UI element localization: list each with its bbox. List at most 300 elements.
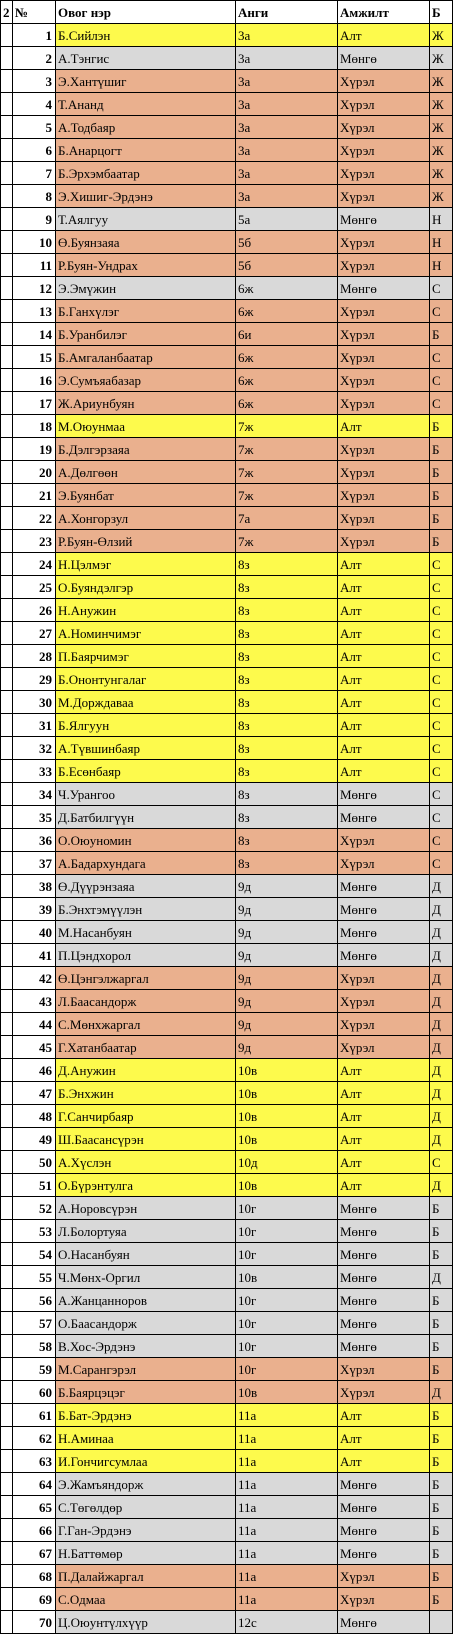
row-edge-cell [1, 990, 13, 1013]
header-class: Анги [236, 1, 338, 24]
row-extra [430, 1611, 453, 1634]
row-name: Э.Сумъяабазар [56, 369, 236, 392]
row-number: 54 [13, 1243, 56, 1266]
row-class: 6и [236, 323, 338, 346]
row-edge-cell [1, 1588, 13, 1611]
row-name: М.Насанбуян [56, 921, 236, 944]
row-name: Ө.Цэнгэлжаргал [56, 967, 236, 990]
row-edge-cell [1, 47, 13, 70]
row-name: М.Оюунмаа [56, 415, 236, 438]
row-class: 6ж [236, 392, 338, 415]
row-medal: Хүрэл [338, 1381, 430, 1404]
row-class: 8з [236, 553, 338, 576]
row-name: Б.Баярцэцэг [56, 1381, 236, 1404]
table-row [1, 898, 453, 921]
row-medal: Мөнгө [338, 783, 430, 806]
row-medal: Хүрэл [338, 967, 430, 990]
row-extra: Б [430, 1220, 453, 1243]
row-number: 61 [13, 1404, 56, 1427]
row-medal: Алт [338, 1174, 430, 1197]
row-number: 10 [13, 231, 56, 254]
table-row [1, 1588, 453, 1611]
row-name: Б.Ганхүлэг [56, 300, 236, 323]
table-row [1, 1519, 453, 1542]
row-edge-cell [1, 622, 13, 645]
row-number: 50 [13, 1151, 56, 1174]
row-name: О.Бүрэнтулга [56, 1174, 236, 1197]
row-medal: Алт [338, 553, 430, 576]
row-number: 65 [13, 1496, 56, 1519]
row-edge-cell [1, 875, 13, 898]
row-extra: Д [430, 1128, 453, 1151]
row-extra: Б [430, 1519, 453, 1542]
row-name: Р.Буян-Өлзий [56, 530, 236, 553]
table-row [1, 70, 453, 93]
row-class: 8з [236, 783, 338, 806]
row-edge-cell [1, 1404, 13, 1427]
row-number: 22 [13, 507, 56, 530]
row-edge-cell [1, 1197, 13, 1220]
table-row [1, 185, 453, 208]
row-number: 26 [13, 599, 56, 622]
row-number: 17 [13, 392, 56, 415]
row-name: Б.Дэлгэрзаяа [56, 438, 236, 461]
row-medal: Мөнгө [338, 944, 430, 967]
row-edge-cell [1, 1105, 13, 1128]
row-edge-cell [1, 967, 13, 990]
row-edge-cell [1, 668, 13, 691]
row-number: 41 [13, 944, 56, 967]
row-name: Ч.Урангоо [56, 783, 236, 806]
row-name: А.Тэнгис [56, 47, 236, 70]
row-class: 9д [236, 1036, 338, 1059]
row-class: 8з [236, 760, 338, 783]
row-edge-cell [1, 921, 13, 944]
row-class: 10г [236, 1335, 338, 1358]
table-row [1, 967, 453, 990]
table-row [1, 254, 453, 277]
row-number: 58 [13, 1335, 56, 1358]
table-row [1, 668, 453, 691]
row-class: 10в [236, 1128, 338, 1151]
row-number: 28 [13, 645, 56, 668]
row-edge-cell [1, 783, 13, 806]
row-extra: Б [430, 415, 453, 438]
row-class: 5б [236, 231, 338, 254]
row-class: 7ж [236, 530, 338, 553]
row-class: 11а [236, 1542, 338, 1565]
row-class: 10г [236, 1220, 338, 1243]
row-medal: Алт [338, 1105, 430, 1128]
row-extra: Ж [430, 116, 453, 139]
row-extra: С [430, 852, 453, 875]
row-name: А.Хонгорзул [56, 507, 236, 530]
row-name: Н.Аминаа [56, 1427, 236, 1450]
row-edge-cell [1, 852, 13, 875]
row-number: 15 [13, 346, 56, 369]
table-row [1, 1473, 453, 1496]
row-medal: Алт [338, 1427, 430, 1450]
row-medal: Алт [338, 622, 430, 645]
row-number: 30 [13, 691, 56, 714]
row-class: 3а [236, 185, 338, 208]
header-medal: Амжилт [338, 1, 430, 24]
row-number: 37 [13, 852, 56, 875]
row-extra: С [430, 622, 453, 645]
row-name: Б.Ялгуун [56, 714, 236, 737]
table-row [1, 231, 453, 254]
row-number: 64 [13, 1473, 56, 1496]
row-class: 10в [236, 1266, 338, 1289]
table-row [1, 1358, 453, 1381]
row-medal: Алт [338, 599, 430, 622]
row-medal: Мөнгө [338, 1496, 430, 1519]
table-row [1, 438, 453, 461]
row-medal: Хүрэл [338, 1358, 430, 1381]
row-number: 25 [13, 576, 56, 599]
row-extra: Д [430, 1105, 453, 1128]
row-number: 21 [13, 484, 56, 507]
row-edge-cell [1, 1427, 13, 1450]
table-row [1, 1220, 453, 1243]
row-edge-cell [1, 737, 13, 760]
row-edge-cell [1, 530, 13, 553]
row-extra: Б [430, 1542, 453, 1565]
row-extra: Д [430, 898, 453, 921]
row-medal: Алт [338, 668, 430, 691]
row-number: 33 [13, 760, 56, 783]
row-class: 10в [236, 1059, 338, 1082]
row-name: Н.Баттөмөр [56, 1542, 236, 1565]
row-class: 11а [236, 1565, 338, 1588]
row-edge-cell [1, 208, 13, 231]
row-class: 11а [236, 1588, 338, 1611]
table-row [1, 1174, 453, 1197]
row-name: Л.Баасандорж [56, 990, 236, 1013]
table-row [1, 323, 453, 346]
row-class: 6ж [236, 300, 338, 323]
row-medal: Мөнгө [338, 1611, 430, 1634]
row-edge-cell [1, 806, 13, 829]
row-medal: Хүрэл [338, 346, 430, 369]
row-name: Б.Уранбилэг [56, 323, 236, 346]
table-row [1, 300, 453, 323]
row-extra: Б [430, 1358, 453, 1381]
row-extra: Д [430, 944, 453, 967]
row-name: Ч.Мөнх-Оргил [56, 1266, 236, 1289]
row-medal: Мөнгө [338, 1473, 430, 1496]
row-medal: Хүрэл [338, 93, 430, 116]
row-class: 11а [236, 1496, 338, 1519]
row-extra: Ж [430, 139, 453, 162]
row-name: Р.Буян-Ундрах [56, 254, 236, 277]
row-medal: Мөнгө [338, 1220, 430, 1243]
row-class: 9д [236, 1013, 338, 1036]
row-edge-cell [1, 1243, 13, 1266]
table-row [1, 1197, 453, 1220]
row-number: 3 [13, 70, 56, 93]
table-row [1, 990, 453, 1013]
row-name: Э.Буянбат [56, 484, 236, 507]
row-class: 7ж [236, 484, 338, 507]
table-row [1, 1289, 453, 1312]
row-extra: Б [430, 1427, 453, 1450]
row-extra: С [430, 760, 453, 783]
row-name: О.Буяндэлгэр [56, 576, 236, 599]
row-edge-cell [1, 1473, 13, 1496]
table-row [1, 1082, 453, 1105]
row-extra: Б [430, 1243, 453, 1266]
row-name: С.Төгөлдөр [56, 1496, 236, 1519]
row-medal: Алт [338, 415, 430, 438]
table-row [1, 415, 453, 438]
row-edge-cell [1, 139, 13, 162]
row-medal: Хүрэл [338, 139, 430, 162]
row-number: 66 [13, 1519, 56, 1542]
row-edge-cell [1, 1013, 13, 1036]
row-extra: Б [430, 1473, 453, 1496]
row-medal: Хүрэл [338, 530, 430, 553]
row-class: 8з [236, 714, 338, 737]
row-extra: Д [430, 921, 453, 944]
row-name: Б.Амгаланбаатар [56, 346, 236, 369]
row-class: 11а [236, 1404, 338, 1427]
row-edge-cell [1, 829, 13, 852]
row-name: Д.Анужин [56, 1059, 236, 1082]
table-row [1, 1243, 453, 1266]
table-row [1, 1128, 453, 1151]
row-edge-cell [1, 1542, 13, 1565]
row-medal: Хүрэл [338, 369, 430, 392]
row-medal: Хүрэл [338, 438, 430, 461]
row-class: 9д [236, 990, 338, 1013]
row-number: 56 [13, 1289, 56, 1312]
table-row [1, 921, 453, 944]
row-number: 7 [13, 162, 56, 185]
row-number: 29 [13, 668, 56, 691]
row-name: Б.Энхтэмүүлэн [56, 898, 236, 921]
row-extra: С [430, 645, 453, 668]
row-edge-cell [1, 645, 13, 668]
row-number: 45 [13, 1036, 56, 1059]
row-extra: Б [430, 1312, 453, 1335]
row-extra: Ж [430, 70, 453, 93]
row-name: А.Тодбаяр [56, 116, 236, 139]
row-extra: Д [430, 1036, 453, 1059]
row-class: 8з [236, 829, 338, 852]
row-extra: Н [430, 208, 453, 231]
row-number: 23 [13, 530, 56, 553]
row-number: 11 [13, 254, 56, 277]
row-medal: Алт [338, 1059, 430, 1082]
row-name: Д.Батбилгүүн [56, 806, 236, 829]
row-medal: Алт [338, 1128, 430, 1151]
row-name: Т.Аялгуу [56, 208, 236, 231]
row-medal: Мөнгө [338, 1519, 430, 1542]
table-row [1, 599, 453, 622]
row-extra: Н [430, 254, 453, 277]
row-number: 67 [13, 1542, 56, 1565]
row-class: 3а [236, 116, 338, 139]
header-name: Овог нэр [56, 1, 236, 24]
row-number: 24 [13, 553, 56, 576]
row-number: 19 [13, 438, 56, 461]
row-edge-cell [1, 300, 13, 323]
row-class: 10г [236, 1358, 338, 1381]
row-extra: С [430, 1151, 453, 1174]
table-row [1, 1335, 453, 1358]
row-name: В.Хос-Эрдэнэ [56, 1335, 236, 1358]
row-number: 46 [13, 1059, 56, 1082]
row-extra: Ж [430, 24, 453, 47]
row-name: А.Дөлгөөн [56, 461, 236, 484]
row-number: 43 [13, 990, 56, 1013]
row-number: 36 [13, 829, 56, 852]
row-class: 9д [236, 921, 338, 944]
row-name: А.Жанцанноров [56, 1289, 236, 1312]
table-row [1, 829, 453, 852]
row-number: 16 [13, 369, 56, 392]
row-extra: С [430, 599, 453, 622]
row-extra: С [430, 714, 453, 737]
row-number: 39 [13, 898, 56, 921]
table-body [1, 24, 453, 1634]
row-edge-cell [1, 553, 13, 576]
row-extra: Б [430, 507, 453, 530]
table-row [1, 369, 453, 392]
row-class: 7ж [236, 438, 338, 461]
row-name: Ж.Ариунбуян [56, 392, 236, 415]
row-edge-cell [1, 1289, 13, 1312]
row-number: 44 [13, 1013, 56, 1036]
row-edge-cell [1, 93, 13, 116]
row-class: 9д [236, 875, 338, 898]
row-name: Б.Сийлэн [56, 24, 236, 47]
row-extra: С [430, 392, 453, 415]
row-medal: Хүрэл [338, 254, 430, 277]
table-row [1, 484, 453, 507]
row-extra: Д [430, 967, 453, 990]
table-row [1, 760, 453, 783]
row-extra: С [430, 576, 453, 599]
row-medal: Алт [338, 1151, 430, 1174]
row-class: 7а [236, 507, 338, 530]
row-edge-cell [1, 70, 13, 93]
row-class: 8з [236, 806, 338, 829]
row-number: 70 [13, 1611, 56, 1634]
row-edge-cell [1, 116, 13, 139]
row-edge-cell [1, 162, 13, 185]
row-class: 5а [236, 208, 338, 231]
row-extra: Ж [430, 47, 453, 70]
row-number: 47 [13, 1082, 56, 1105]
row-number: 42 [13, 967, 56, 990]
row-medal: Хүрэл [338, 392, 430, 415]
row-class: 5б [236, 254, 338, 277]
row-number: 38 [13, 875, 56, 898]
table-row [1, 1105, 453, 1128]
table-row [1, 277, 453, 300]
row-name: Э.Жамъяндорж [56, 1473, 236, 1496]
row-edge-cell [1, 185, 13, 208]
row-name: П.Далайжаргал [56, 1565, 236, 1588]
table-row [1, 1036, 453, 1059]
row-medal: Алт [338, 576, 430, 599]
row-edge-cell [1, 760, 13, 783]
row-number: 49 [13, 1128, 56, 1151]
row-class: 9д [236, 944, 338, 967]
row-class: 10в [236, 1105, 338, 1128]
row-extra: Б [430, 1565, 453, 1588]
row-edge-cell [1, 277, 13, 300]
row-medal: Мөнгө [338, 921, 430, 944]
row-extra: Д [430, 875, 453, 898]
row-name: Г.Санчирбаяр [56, 1105, 236, 1128]
row-extra: Б [430, 1496, 453, 1519]
row-name: О.Насанбуян [56, 1243, 236, 1266]
table-row [1, 24, 453, 47]
row-number: 6 [13, 139, 56, 162]
row-edge-cell [1, 1358, 13, 1381]
row-number: 13 [13, 300, 56, 323]
row-medal: Алт [338, 1450, 430, 1473]
row-medal: Хүрэл [338, 323, 430, 346]
row-class: 10в [236, 1082, 338, 1105]
row-name: О.Оюуномин [56, 829, 236, 852]
row-extra: Д [430, 1059, 453, 1082]
row-class: 8з [236, 691, 338, 714]
row-extra: С [430, 277, 453, 300]
row-medal: Мөнгө [338, 1197, 430, 1220]
row-medal: Алт [338, 691, 430, 714]
table-row [1, 1542, 453, 1565]
row-extra: Б [430, 323, 453, 346]
row-class: 8з [236, 599, 338, 622]
row-edge-cell [1, 1450, 13, 1473]
table-row [1, 1266, 453, 1289]
row-edge-cell [1, 1519, 13, 1542]
row-class: 7ж [236, 461, 338, 484]
row-medal: Хүрэл [338, 1036, 430, 1059]
row-class: 6ж [236, 369, 338, 392]
row-number: 52 [13, 1197, 56, 1220]
row-class: 8з [236, 852, 338, 875]
row-extra: С [430, 300, 453, 323]
row-class: 3а [236, 70, 338, 93]
row-number: 63 [13, 1450, 56, 1473]
table-row [1, 783, 453, 806]
row-edge-cell [1, 1565, 13, 1588]
table-row [1, 461, 453, 484]
table-row [1, 737, 453, 760]
row-class: 10д [236, 1151, 338, 1174]
row-name: С.Одмаа [56, 1588, 236, 1611]
row-class: 10в [236, 1381, 338, 1404]
row-number: 57 [13, 1312, 56, 1335]
table-row [1, 1381, 453, 1404]
row-extra: Б [430, 1450, 453, 1473]
row-extra: Д [430, 1266, 453, 1289]
row-name: Э.Эмүжин [56, 277, 236, 300]
row-edge-cell [1, 1611, 13, 1634]
table-row [1, 576, 453, 599]
row-number: 5 [13, 116, 56, 139]
row-name: М.Доржд​аваа [56, 691, 236, 714]
table-row [1, 944, 453, 967]
row-edge-cell [1, 415, 13, 438]
table-row [1, 1013, 453, 1036]
row-name: Н.Анужин [56, 599, 236, 622]
